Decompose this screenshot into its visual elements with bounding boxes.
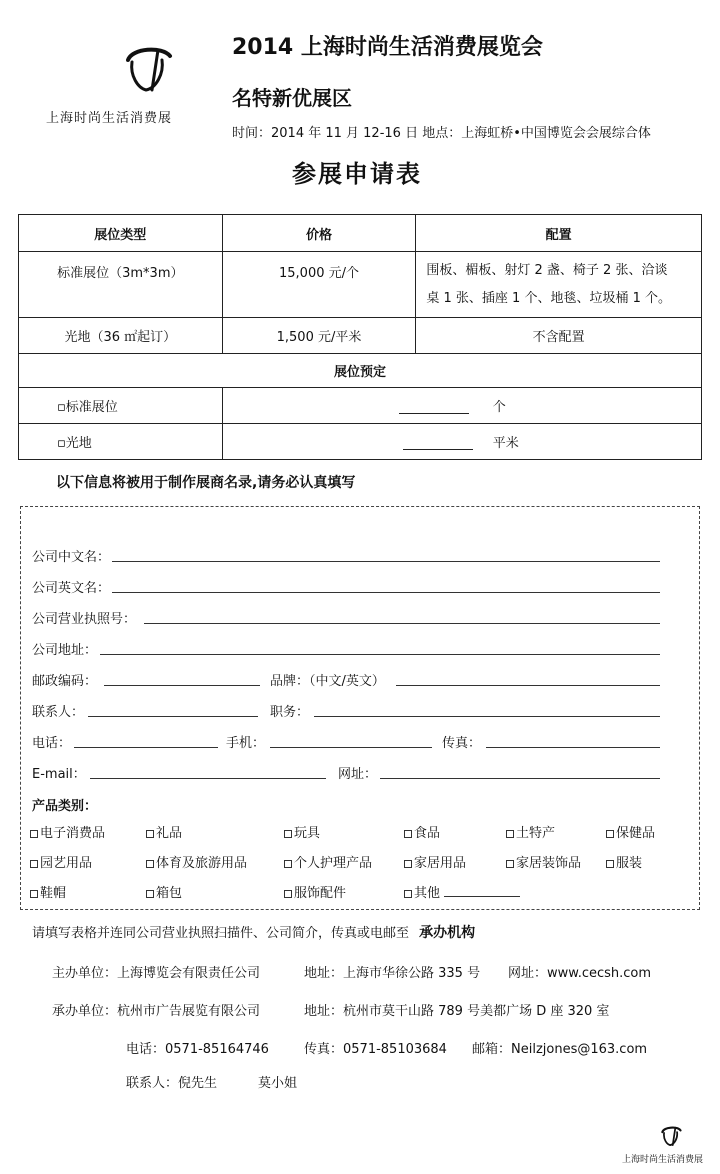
row-raw-price: 1,500 元/平米 — [222, 318, 416, 354]
website-input[interactable] — [380, 778, 660, 779]
booking-raw-unit: 平米 — [492, 436, 519, 451]
bottom-logo — [658, 1124, 684, 1148]
contact-label: 联系人： — [32, 705, 85, 720]
address-input[interactable] — [100, 654, 660, 655]
category-label: 电子消费品 — [40, 826, 106, 841]
logo-mark-icon — [118, 42, 178, 96]
notice-text: 以下信息将被用于制作展商名录,请务必认真填写 — [56, 475, 356, 491]
logo-mark-small-icon — [658, 1124, 684, 1148]
col-header-type: 展位类型 — [19, 215, 223, 252]
phone-label: 电话： — [32, 736, 72, 751]
checkbox-icon[interactable] — [404, 890, 412, 898]
category-label: 服装 — [616, 856, 643, 871]
row-standard-config — [416, 252, 702, 318]
host-address: 地址：上海市华徐公路 335 号 — [304, 966, 481, 981]
checkbox-icon[interactable] — [404, 830, 412, 838]
category-toys[interactable] — [284, 822, 320, 841]
config-line-2: 桌 1 张、插座 1 个、地毯、垃圾桶 1 个。 — [426, 290, 671, 306]
phone-input[interactable] — [74, 747, 218, 748]
category-label: 鞋帽 — [40, 886, 67, 901]
booking-standard-text: ▫标准展位 — [57, 400, 118, 415]
category-electronics[interactable] — [30, 822, 105, 841]
checkbox-icon[interactable] — [284, 860, 292, 868]
brand-label: 品牌：（中文/英文） — [270, 674, 385, 689]
organizer-fax: 传真：0571-85103684 — [304, 1042, 447, 1057]
checkbox-icon[interactable] — [506, 830, 514, 838]
contact-person-1: 联系人：倪先生 — [126, 1076, 218, 1091]
company-info-box — [20, 506, 700, 910]
email-input[interactable] — [90, 778, 326, 779]
postcode-label: 邮政编码： — [32, 674, 98, 689]
booking-standard-label[interactable] — [19, 388, 223, 424]
logo-text: 上海时尚生活消费展 — [46, 111, 173, 126]
fax-input[interactable] — [486, 747, 660, 748]
category-label: 服饰配件 — [294, 886, 347, 901]
host-name: 主办单位：上海博览会有限责任公司 — [52, 966, 261, 981]
booking-raw-entry[interactable] — [222, 424, 701, 460]
row-standard-price: 15,000 元/个 — [222, 252, 416, 318]
category-home-decor[interactable] — [506, 852, 581, 871]
license-label: 公司营业执照号： — [32, 612, 137, 627]
col-header-price: 价格 — [222, 215, 416, 252]
checkbox-icon[interactable] — [146, 830, 154, 838]
instruction-bold: 承办机构 — [419, 925, 476, 941]
config-line-1: 围板、楣板、射灯 2 盏、椅子 2 张、洽谈 — [426, 262, 668, 278]
time-location: 时间：2014 年 11 月 12-16 日 地点：上海虹桥•中国博览会会展综合体 — [232, 126, 651, 141]
cn-name-label: 公司中文名： — [32, 550, 111, 565]
category-label: 箱包 — [156, 886, 183, 901]
category-label: 食品 — [414, 826, 441, 841]
booking-standard-blank[interactable] — [399, 401, 469, 414]
position-label: 职务： — [270, 705, 310, 720]
brand-input[interactable] — [396, 685, 660, 686]
col-header-config: 配置 — [416, 215, 702, 252]
address-label: 公司地址： — [32, 643, 98, 658]
category-shoes-hats[interactable] — [30, 882, 66, 901]
checkbox-icon[interactable] — [146, 860, 154, 868]
mobile-input[interactable] — [270, 747, 432, 748]
expo-title: 2014 上海时尚生活消费展览会 — [232, 35, 543, 60]
category-household[interactable] — [404, 852, 466, 871]
category-title: 产品类别： — [32, 799, 98, 814]
en-name-label: 公司英文名： — [32, 581, 111, 596]
instruction — [32, 922, 475, 942]
instruction-text: 请填写表格并连同公司营业执照扫描件、公司简介，传真或电邮至 — [32, 926, 410, 941]
category-sports-travel[interactable] — [146, 852, 247, 871]
contact-person-2: 莫小姐 — [258, 1076, 298, 1091]
booking-title: 展位预定 — [19, 354, 702, 388]
checkbox-icon[interactable] — [30, 830, 38, 838]
booking-standard-unit: 个 — [492, 400, 506, 415]
form-title: 参展申请表 — [292, 160, 422, 188]
booking-raw-text: ▫光地 — [57, 436, 92, 451]
checkbox-icon[interactable] — [284, 890, 292, 898]
host-website: 网址：www.cecsh.com — [508, 966, 652, 981]
category-label: 个人护理产品 — [294, 856, 373, 871]
category-label: 礼品 — [156, 826, 183, 841]
category-health[interactable] — [606, 822, 655, 841]
category-label: 家居装饰品 — [516, 856, 582, 871]
row-raw-config: 不含配置 — [416, 318, 702, 354]
checkbox-icon[interactable] — [30, 860, 38, 868]
checkbox-icon[interactable] — [404, 860, 412, 868]
category-gardening[interactable] — [30, 852, 92, 871]
booth-table — [18, 214, 702, 460]
checkbox-icon[interactable] — [284, 830, 292, 838]
cn-name-input[interactable] — [112, 561, 660, 562]
category-accessories[interactable] — [284, 882, 346, 901]
email-label: E-mail： — [32, 767, 86, 782]
category-label: 玩具 — [294, 826, 321, 841]
bottom-logo-text: 上海时尚生活消费展 — [622, 1155, 704, 1165]
checkbox-icon[interactable] — [506, 860, 514, 868]
organizer-tel: 电话：0571-85164746 — [126, 1042, 269, 1057]
checkbox-icon[interactable] — [30, 890, 38, 898]
booking-standard-entry[interactable] — [222, 388, 701, 424]
category-personal-care[interactable] — [284, 852, 372, 871]
category-other[interactable] — [404, 882, 440, 901]
row-standard-type: 标准展位（3m*3m） — [19, 252, 223, 318]
organizer-address: 地址：杭州市莫干山路 789 号美都广场 D 座 320 室 — [304, 1004, 610, 1019]
contact-input[interactable] — [88, 716, 258, 717]
header-logo — [118, 42, 178, 96]
category-label: 体育及旅游用品 — [156, 856, 248, 871]
booking-raw-label[interactable] — [19, 424, 223, 460]
category-label: 其他 — [414, 886, 441, 901]
category-local-specialty[interactable] — [506, 822, 555, 841]
checkbox-icon[interactable] — [146, 890, 154, 898]
fax-label: 传真： — [442, 736, 482, 751]
host-line — [52, 962, 260, 981]
mobile-label: 手机： — [226, 736, 266, 751]
category-gifts[interactable] — [146, 822, 182, 841]
organizer-name: 承办单位：杭州市广告展览有限公司 — [52, 1004, 261, 1019]
position-input[interactable] — [314, 716, 660, 717]
checkbox-icon[interactable] — [606, 860, 614, 868]
category-food[interactable] — [404, 822, 440, 841]
booking-raw-blank[interactable] — [403, 437, 473, 450]
organizer-email: 邮箱：Neilzjones@163.com — [472, 1042, 648, 1057]
zone-title: 名特新优展区 — [232, 86, 352, 110]
postcode-input[interactable] — [104, 685, 260, 686]
en-name-input[interactable] — [112, 592, 660, 593]
category-label: 家居用品 — [414, 856, 467, 871]
checkbox-icon[interactable] — [606, 830, 614, 838]
category-bags[interactable] — [146, 882, 182, 901]
category-label: 土特产 — [516, 826, 556, 841]
row-raw-type: 光地（36 ㎡起订） — [19, 318, 223, 354]
website-label: 网址： — [338, 767, 378, 782]
category-label: 园艺用品 — [40, 856, 93, 871]
category-other-input[interactable] — [444, 896, 520, 897]
category-clothing[interactable] — [606, 852, 642, 871]
category-label: 保健品 — [616, 826, 656, 841]
license-input[interactable] — [144, 623, 660, 624]
